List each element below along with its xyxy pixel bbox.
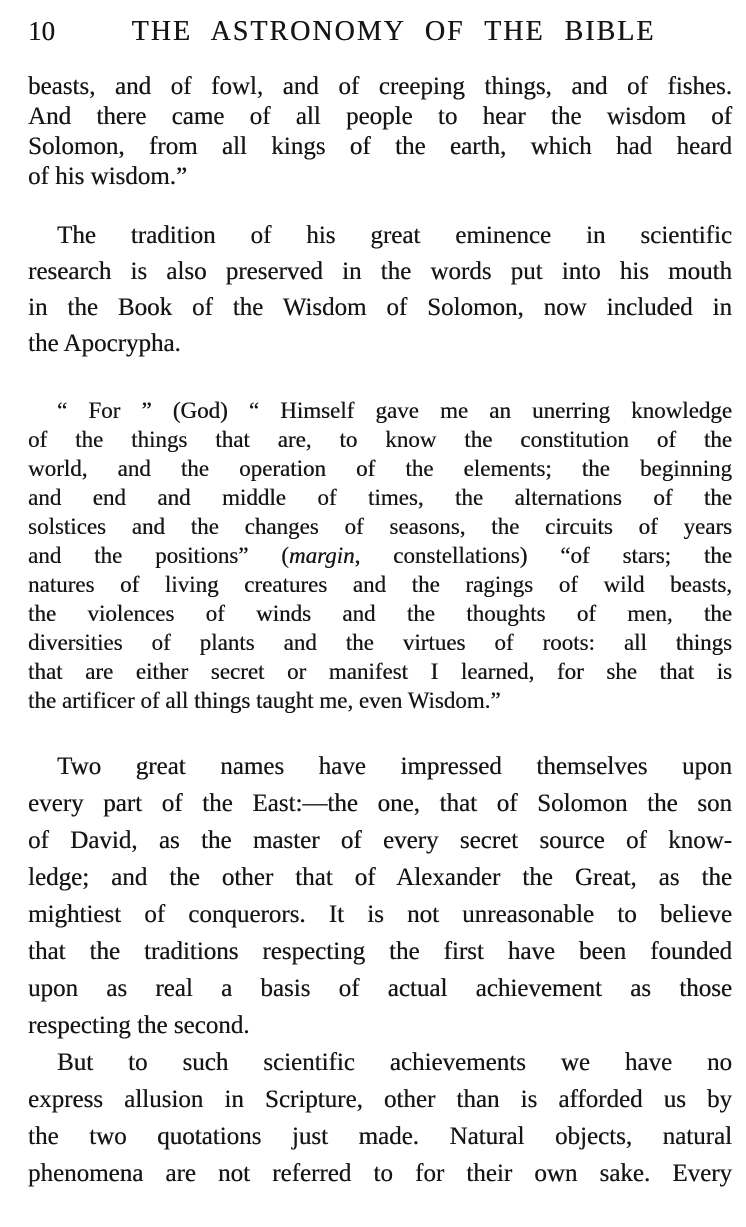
- text-line: diversities of plants and the virtues of roots: all things: [28, 630, 732, 655]
- text-line: “ For ” (God) “ Himself gave me an unerring knowledge: [57, 398, 732, 423]
- page-number: 10: [28, 16, 55, 46]
- text-line: every part of the East:—the one, that of Solomon the son: [28, 790, 732, 817]
- paragraph-two-great-names: [28, 748, 732, 1044]
- text-line: Two great names have impressed themselves upon: [57, 753, 732, 780]
- text-line: of his wisdom.”: [28, 163, 188, 190]
- text-line: But to such scientific achievements we have no: [57, 1049, 732, 1076]
- text-line: phenomena are not referred to for their own sake. Every: [28, 1160, 732, 1187]
- text-line: mightiest of conquerors. It is not unreasonable to believe: [28, 901, 732, 928]
- paragraph-tradition-of-eminence: [28, 218, 732, 362]
- running-title: THE ASTRONOMY OF THE BIBLE: [131, 16, 656, 47]
- text-line: beasts, and of fowl, and of creeping things, and of fishes.: [28, 73, 732, 100]
- page-body: [0, 72, 746, 1192]
- text-segment: and the positions” (: [28, 543, 289, 568]
- text-line: respecting the second.: [28, 1012, 250, 1039]
- text-segment: , constellations) “of stars; the: [354, 543, 732, 568]
- text-line: the two quotations just made. Natural objects, natural: [28, 1123, 732, 1150]
- text-line: of the things that are, to know the constitution of the: [28, 427, 732, 452]
- text-line: world, and the operation of the elements; the beginning: [28, 456, 732, 481]
- text-line: in the Book of the Wisdom of Solomon, now included in: [28, 294, 732, 321]
- text-line: the violences of winds and the thoughts of men, the: [28, 601, 732, 626]
- text-line: that the traditions respecting the first have been founded: [28, 938, 732, 965]
- text-line: of David, as the master of every secret source of know-: [28, 827, 732, 854]
- text-line: research is also preserved in the words put into his mouth: [28, 258, 732, 285]
- running-header: [0, 0, 746, 48]
- text-line: natures of living creatures and the ragings of wild beasts,: [28, 572, 732, 597]
- text-line: that are either secret or manifest I learned, for she that is: [28, 659, 732, 684]
- text-line: solstices and the changes of seasons, the circuits of years: [28, 514, 732, 539]
- text-line: upon as real a basis of actual achievement as those: [28, 975, 732, 1002]
- text-line: the Apocrypha.: [28, 330, 181, 357]
- text-line: express allusion in Scripture, other than is afforded us by: [28, 1086, 732, 1113]
- text-line: the artificer of all things taught me, even Wisdom.”: [28, 688, 501, 713]
- text-line: Solomon, from all kings of the earth, which had heard: [28, 133, 732, 160]
- text-line: And there came of all people to hear the wisdom of: [28, 103, 732, 130]
- text-line: The tradition of his great eminence in scientific: [57, 222, 732, 249]
- text-line: and end and middle of times, the alternations of the: [28, 485, 732, 510]
- italic-text: margin: [288, 543, 355, 568]
- paragraph-continuation-solomon-wisdom: [28, 72, 732, 192]
- blockquote-wisdom-of-solomon: [28, 396, 732, 715]
- text-line: ledge; and the other that of Alexander the Great, as the: [28, 864, 732, 891]
- text-line: [28, 541, 732, 570]
- paragraph-scientific-achievements: [28, 1044, 732, 1192]
